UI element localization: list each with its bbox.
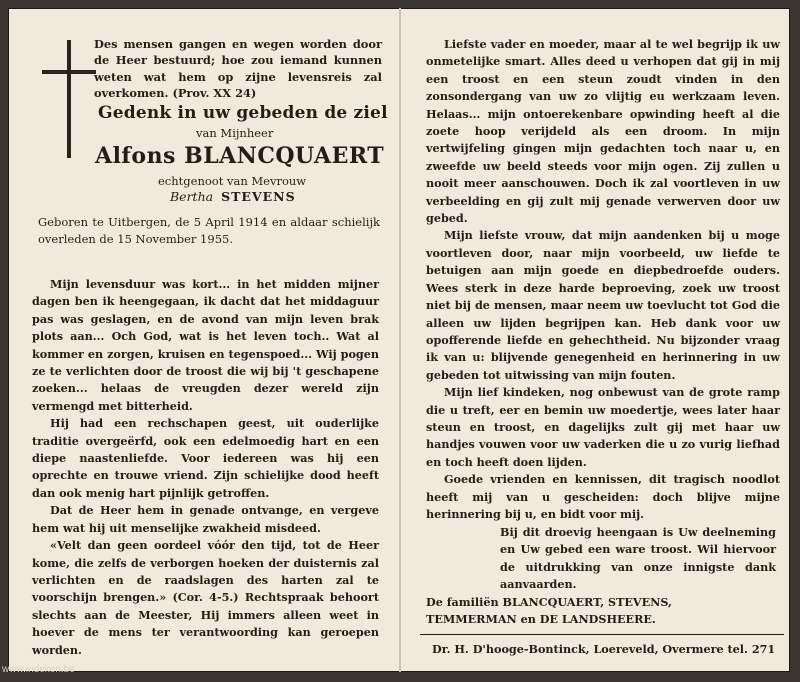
- paragraph: «Velt dan geen oordeel vóór den tijd, tot de Heer kome, die zelfs de verborgen hoeken der duisternis zal verlichten en de raadslagen des harten zal te voorschijn brengen.» (Cor. 4-5.) Rechtspraak behoort slechts aan de Meester, Hij immers alleen weet in hoever de mens ter verantwoording kan geroepen worden.: [32, 538, 379, 657]
- card-fold: [399, 8, 401, 672]
- families-line-2: TEMMERMAN en DE LANDSHEERE.: [426, 612, 656, 627]
- paragraph: Dat de Heer hem in genade ontvange, en vergeve hem wat hij uit menselijke zwakheid misdeed.: [32, 503, 379, 535]
- spouse-last: STEVENS: [221, 189, 296, 204]
- deceased-name: Alfons BLANCQUAERT: [95, 143, 385, 169]
- paragraph: Mijn levensduur was kort... in het midden mijner dagen ben ik heengegaan, ik dacht dat het middaguur pas was geslagen, en de avond van mijn leven brak plots aan... Och God, wat is het leven toch.. Wat al kommer en zorgen, kruisen en tegenspoed... Wij pogen ze te verlichten door de troost die wij bij 't geschapene zoeken... helaas de vreugden dezer wereld zijn vermengd met bitterheid.: [32, 277, 379, 413]
- paragraph: Mijn liefste vrouw, dat mijn aandenken bij u moge voortleven door, naar mijn voorbeeld, uw liefde te betuigen aan mijn goede en diepbedroefde ouders. Wees sterk in deze harde beproeving, zoek uw troost niet bij de mensen, maar neem uw toevlucht tot God die alleen uw lijden begrijpen kan. Heb dank voor uw opofferende liefde en gehechtheid. Nu bijzonder vraag ik van u: blijvende genegenheid en herinnering in uw gebeden tot uitwissing van mijn fouten.: [426, 228, 780, 382]
- printer-line: Dr. H. D'hooge-Bontinck, Loereveld, Overmere tel. 271: [432, 642, 776, 656]
- watermark: www.indeken.be: [2, 664, 75, 675]
- thanks-note: Bij dit droevig heengaan is Uw deelneming en Uw gebed een ware troost. Wil hiervoor de uitdrukking van onze innigste dank aanvaarden.: [500, 525, 776, 592]
- spouse-intro: echtgenoot van Mevrouw: [158, 174, 307, 188]
- paragraph: Liefste vader en moeder, maar al te wel begrijp ik uw onmetelijke smart. Alles deed u verhopen dat gij in mij een troost en een steun zoudt vinden in den zonsondergang van uw zo vlijtig eu werkzaam leven. Helaas... mijn ontoerekenbare opwinding heeft al die zoete hoop verijdeld als een droom. In mijn vertwijfeling gingen mijn gedachten toch naar u, en zweefde uw beeld steeds voor mijn ogen. Zij zullen u nooit meer aanschouwen. Doch ik zal voortleven in uw verbeelding en gij zult mij genade verwerven door uw gebed.: [426, 37, 780, 226]
- van-mijnheer: van Mijnheer: [196, 126, 274, 140]
- families-line-1: De familiën BLANCQUAERT, STEVENS,: [426, 595, 672, 609]
- left-text: [32, 276, 379, 659]
- gedenk-heading: Gedenk in uw gebeden de ziel: [98, 103, 388, 123]
- divider: [420, 634, 784, 635]
- bible-quote: Des mensen gangen en wegen worden door de Heer bestuurd; hoe zou iemand kunnen weten wat hem op zijne levensreis zal overkomen. (Prov. XX 24): [94, 37, 382, 101]
- birth-death: Geboren te Uitbergen, de 5 April 1914 en aldaar schielijk overleden de 15 November 1955.: [38, 215, 380, 246]
- paragraph: Goede vrienden en kennissen, dit tragisch noodlot heeft mij van u gescheiden: doch blijve mijne herinnering bij u, en bidt voor mij.: [426, 472, 780, 521]
- paragraph: Mijn lief kindeken, nog onbewust van de grote ramp die u treft, eer en bemin uw moedertje, wees later haar steun en troost, en dagelijks zult gij met haar uw handjes vouwen voor uw vaderken die u zo vurig liefhad en toch heeft doen lijden.: [426, 385, 780, 469]
- spouse-first: Bertha: [170, 189, 214, 204]
- spouse-name: [170, 189, 296, 204]
- right-text: [426, 36, 780, 523]
- paragraph: Hij had een rechschapen geest, uit ouderlijke traditie overgeërfd, ook een edelmoedig hart en een diepe naastenliefde. Voor iedereen was hij een oprechte en trouwe vriend. Zijn schielijke dood heeft dan ook menig hart pijnlijk getroffen.: [32, 416, 379, 500]
- cross-icon-bar: [42, 70, 96, 74]
- families: [426, 594, 672, 629]
- cross-icon: [67, 40, 71, 158]
